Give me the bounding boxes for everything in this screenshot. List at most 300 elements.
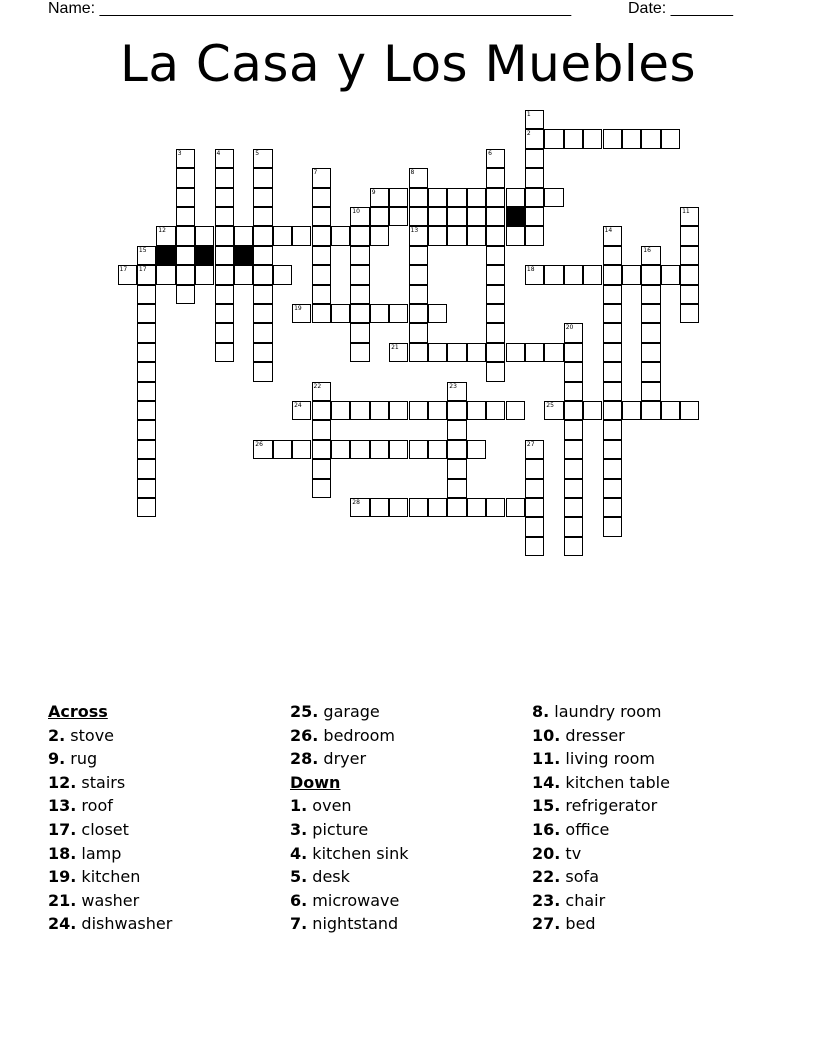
grid-cell[interactable] xyxy=(137,285,156,304)
grid-cell[interactable] xyxy=(467,401,486,420)
grid-cell[interactable] xyxy=(564,479,583,498)
grid-cell[interactable] xyxy=(603,401,622,420)
grid-cell[interactable] xyxy=(215,168,234,187)
clue-item xyxy=(532,724,670,748)
clue-item xyxy=(290,724,408,748)
clue-item xyxy=(290,865,408,889)
grid-cell[interactable] xyxy=(215,246,234,265)
grid-cell[interactable] xyxy=(370,304,389,323)
grid-cell[interactable] xyxy=(312,459,331,478)
grid-cell[interactable] xyxy=(292,226,311,245)
grid-cell[interactable] xyxy=(312,440,331,459)
clue-number: 9 xyxy=(371,188,376,196)
grid-cell[interactable] xyxy=(428,226,447,245)
grid-cell[interactable] xyxy=(583,265,602,284)
grid-cell[interactable] xyxy=(641,129,660,148)
grid-cell[interactable] xyxy=(603,382,622,401)
grid-cell[interactable] xyxy=(564,323,583,342)
grid-cell[interactable] xyxy=(447,498,466,517)
grid-cell[interactable] xyxy=(409,440,428,459)
grid-cell[interactable] xyxy=(409,246,428,265)
grid-cell[interactable] xyxy=(370,226,389,245)
grid-cell[interactable] xyxy=(622,265,641,284)
grid-cell[interactable] xyxy=(195,226,214,245)
grid-cell[interactable] xyxy=(506,498,525,517)
grid-cell[interactable] xyxy=(137,459,156,478)
grid-cell[interactable] xyxy=(486,323,505,342)
grid-cell[interactable] xyxy=(603,440,622,459)
grid-cell[interactable] xyxy=(525,537,544,556)
grid-cell[interactable] xyxy=(486,226,505,245)
grid-cell[interactable] xyxy=(350,401,369,420)
grid-cell[interactable] xyxy=(312,285,331,304)
grid-cell[interactable] xyxy=(312,304,331,323)
grid-cell[interactable] xyxy=(641,304,660,323)
grid-cell[interactable] xyxy=(292,401,311,420)
grid-cell[interactable] xyxy=(680,207,699,226)
grid-cell[interactable] xyxy=(409,401,428,420)
grid-cell[interactable] xyxy=(447,440,466,459)
clue-text: rug xyxy=(65,749,98,769)
grid-cell[interactable] xyxy=(428,401,447,420)
grid-cell[interactable] xyxy=(409,498,428,517)
grid-cell[interactable] xyxy=(486,246,505,265)
grid-cell[interactable] xyxy=(350,440,369,459)
grid-cell[interactable] xyxy=(641,265,660,284)
grid-cell[interactable] xyxy=(137,382,156,401)
grid-cell[interactable] xyxy=(312,226,331,245)
grid-cell[interactable] xyxy=(331,304,350,323)
clue-number: 6 xyxy=(488,149,492,157)
grid-cell[interactable] xyxy=(312,401,331,420)
grid-cell[interactable] xyxy=(176,226,195,245)
clue-number: 26 xyxy=(255,440,263,448)
grid-cell[interactable] xyxy=(137,498,156,517)
clue-item xyxy=(290,842,408,866)
grid-cell[interactable] xyxy=(564,382,583,401)
grid-cell[interactable] xyxy=(215,226,234,245)
grid-cell[interactable] xyxy=(370,498,389,517)
grid-cell[interactable] xyxy=(350,246,369,265)
grid-cell[interactable] xyxy=(292,304,311,323)
clue-number-label: 28. xyxy=(290,749,319,769)
grid-cell[interactable] xyxy=(486,168,505,187)
grid-cell[interactable] xyxy=(428,440,447,459)
clue-item xyxy=(532,842,670,866)
clue-item xyxy=(532,912,670,936)
grid-cell[interactable] xyxy=(525,129,544,148)
grid-cell[interactable] xyxy=(564,498,583,517)
grid-cell[interactable] xyxy=(156,265,175,284)
grid-cell[interactable] xyxy=(525,226,544,245)
grid-cell[interactable] xyxy=(176,207,195,226)
grid-cell[interactable] xyxy=(583,401,602,420)
clue-number-label: 21. xyxy=(48,890,77,910)
clue-item xyxy=(48,842,172,866)
grid-cell[interactable] xyxy=(370,401,389,420)
grid-cell[interactable] xyxy=(603,323,622,342)
clue-text: tv xyxy=(560,843,582,863)
grid-cell[interactable] xyxy=(506,401,525,420)
grid-cell[interactable] xyxy=(525,479,544,498)
clue-number: 16 xyxy=(643,246,651,254)
grid-cell[interactable] xyxy=(215,265,234,284)
clue-number-label: 26. xyxy=(290,725,319,745)
grid-cell[interactable] xyxy=(409,226,428,245)
grid-cell[interactable] xyxy=(312,207,331,226)
grid-cell[interactable] xyxy=(525,188,544,207)
grid-cell[interactable] xyxy=(137,246,156,265)
grid-cell[interactable] xyxy=(564,440,583,459)
clue-column-1 xyxy=(48,700,172,936)
grid-cell[interactable] xyxy=(137,420,156,439)
grid-cell[interactable] xyxy=(680,246,699,265)
grid-cell[interactable] xyxy=(486,401,505,420)
clue-number: 2 xyxy=(526,130,531,138)
grid-cell[interactable] xyxy=(312,246,331,265)
grid-cell[interactable] xyxy=(253,343,272,362)
grid-cell[interactable] xyxy=(506,343,525,362)
grid-cell[interactable] xyxy=(253,323,272,342)
clue-number-label: 8. xyxy=(532,702,550,721)
grid-cell[interactable] xyxy=(312,479,331,498)
grid-cell[interactable] xyxy=(641,401,660,420)
grid-cell[interactable] xyxy=(525,207,544,226)
grid-cell[interactable] xyxy=(447,401,466,420)
grid-cell[interactable] xyxy=(603,420,622,439)
grid-cell[interactable] xyxy=(603,129,622,148)
grid-cell[interactable] xyxy=(389,343,408,362)
clue-text: stove xyxy=(65,725,115,745)
clue-number-label: 4. xyxy=(290,843,308,863)
grid-cell[interactable] xyxy=(137,323,156,342)
grid-cell[interactable] xyxy=(428,207,447,226)
clue-text: dishwasher xyxy=(76,914,173,934)
clue-item xyxy=(48,747,172,771)
grid-cell[interactable] xyxy=(273,226,292,245)
clue-item xyxy=(48,818,172,842)
grid-cell[interactable] xyxy=(544,188,563,207)
grid-cell[interactable] xyxy=(428,188,447,207)
grid-cell[interactable] xyxy=(215,285,234,304)
grid-cell[interactable] xyxy=(525,517,544,536)
grid-cell[interactable] xyxy=(564,459,583,478)
clue-text: picture xyxy=(307,819,369,839)
grid-cell[interactable] xyxy=(350,343,369,362)
grid-cell[interactable] xyxy=(486,343,505,362)
grid-cell[interactable] xyxy=(389,498,408,517)
grid-cell[interactable] xyxy=(603,285,622,304)
grid-cell[interactable] xyxy=(447,207,466,226)
grid-cell[interactable] xyxy=(544,343,563,362)
grid-cell[interactable] xyxy=(118,265,137,284)
grid-cell[interactable] xyxy=(467,207,486,226)
grid-cell[interactable] xyxy=(486,149,505,168)
clue-text: nightstand xyxy=(307,914,399,934)
grid-cell[interactable] xyxy=(137,479,156,498)
grid-cell[interactable] xyxy=(312,382,331,401)
grid-cell[interactable] xyxy=(583,129,602,148)
grid-cell[interactable] xyxy=(215,323,234,342)
clue-text: microwave xyxy=(307,890,400,910)
grid-cell[interactable] xyxy=(273,440,292,459)
grid-cell[interactable] xyxy=(447,382,466,401)
grid-cell[interactable] xyxy=(253,207,272,226)
grid-cell[interactable] xyxy=(525,440,544,459)
grid-cell[interactable] xyxy=(661,401,680,420)
grid-cell[interactable] xyxy=(253,285,272,304)
grid-cell[interactable] xyxy=(331,440,350,459)
grid-cell[interactable] xyxy=(525,168,544,187)
grid-cell[interactable] xyxy=(312,168,331,187)
grid-cell[interactable] xyxy=(603,343,622,362)
clue-number: 21 xyxy=(391,343,399,351)
grid-cell[interactable] xyxy=(544,265,563,284)
grid-cell[interactable] xyxy=(564,362,583,381)
grid-cell[interactable] xyxy=(176,168,195,187)
grid-cell[interactable] xyxy=(544,401,563,420)
grid-cell[interactable] xyxy=(641,246,660,265)
grid-cell[interactable] xyxy=(564,343,583,362)
clue-text: oven xyxy=(307,796,352,816)
grid-cell[interactable] xyxy=(661,265,680,284)
grid-cell[interactable] xyxy=(525,265,544,284)
grid-cell[interactable] xyxy=(331,226,350,245)
grid-cell[interactable] xyxy=(525,110,544,129)
grid-cell[interactable] xyxy=(215,304,234,323)
clue-text: desk xyxy=(307,867,350,887)
grid-cell[interactable] xyxy=(447,420,466,439)
grid-cell[interactable] xyxy=(661,129,680,148)
grid-cell[interactable] xyxy=(564,517,583,536)
clue-number-label: 20. xyxy=(532,843,561,863)
grid-cell[interactable] xyxy=(350,323,369,342)
grid-cell[interactable] xyxy=(292,440,311,459)
clue-number: 18 xyxy=(526,266,535,274)
grid-cell[interactable] xyxy=(603,479,622,498)
grid-cell[interactable] xyxy=(680,304,699,323)
grid-cell[interactable] xyxy=(389,440,408,459)
grid-cell[interactable] xyxy=(486,304,505,323)
grid-cell[interactable] xyxy=(215,343,234,362)
clue-item xyxy=(48,865,172,889)
grid-cell[interactable] xyxy=(428,343,447,362)
grid-cell[interactable] xyxy=(486,207,505,226)
grid-cell[interactable] xyxy=(137,343,156,362)
clue-number: 25 xyxy=(546,402,554,409)
black-square xyxy=(156,246,175,265)
clue-number: 12 xyxy=(158,227,166,235)
grid-cell[interactable] xyxy=(253,265,272,284)
grid-cell[interactable] xyxy=(253,440,272,459)
grid-cell[interactable] xyxy=(389,401,408,420)
clue-number: 20 xyxy=(565,324,574,332)
grid-cell[interactable] xyxy=(506,226,525,245)
grid-cell[interactable] xyxy=(350,226,369,245)
grid-cell[interactable] xyxy=(564,420,583,439)
grid-cell[interactable] xyxy=(389,188,408,207)
clue-number: 8 xyxy=(410,169,415,177)
grid-cell[interactable] xyxy=(137,401,156,420)
grid-cell[interactable] xyxy=(176,188,195,207)
grid-cell[interactable] xyxy=(641,323,660,342)
grid-cell[interactable] xyxy=(680,401,699,420)
grid-cell[interactable] xyxy=(176,285,195,304)
grid-cell[interactable] xyxy=(641,285,660,304)
grid-cell[interactable] xyxy=(564,265,583,284)
grid-cell[interactable] xyxy=(312,420,331,439)
grid-cell[interactable] xyxy=(486,285,505,304)
clue-number: 19 xyxy=(294,305,302,312)
clue-item xyxy=(532,889,670,913)
grid-cell[interactable] xyxy=(409,168,428,187)
grid-cell[interactable] xyxy=(525,498,544,517)
grid-cell[interactable] xyxy=(564,401,583,420)
grid-cell[interactable] xyxy=(467,226,486,245)
grid-cell[interactable] xyxy=(467,343,486,362)
grid-cell[interactable] xyxy=(253,226,272,245)
clue-item xyxy=(290,818,408,842)
grid-cell[interactable] xyxy=(312,265,331,284)
grid-cell[interactable] xyxy=(467,498,486,517)
grid-cell[interactable] xyxy=(234,226,253,245)
grid-cell[interactable] xyxy=(350,265,369,284)
grid-cell[interactable] xyxy=(603,498,622,517)
grid-cell[interactable] xyxy=(525,149,544,168)
clue-number-label: 6. xyxy=(290,890,308,910)
clue-number: 4 xyxy=(216,149,221,157)
page-title: La Casa y Los Muebles xyxy=(119,35,697,93)
grid-cell[interactable] xyxy=(176,265,195,284)
grid-cell[interactable] xyxy=(564,537,583,556)
grid-cell[interactable] xyxy=(409,304,428,323)
grid-cell[interactable] xyxy=(603,517,622,536)
grid-cell[interactable] xyxy=(428,304,447,323)
name-field[interactable]: Name: _____________________________________________________ xyxy=(48,0,572,17)
clue-item xyxy=(290,912,408,936)
grid-cell[interactable] xyxy=(564,129,583,148)
grid-cell[interactable] xyxy=(409,285,428,304)
grid-cell[interactable] xyxy=(486,188,505,207)
clue-text: bed xyxy=(560,914,596,934)
grid-cell[interactable] xyxy=(253,188,272,207)
grid-cell[interactable] xyxy=(137,362,156,381)
grid-cell[interactable] xyxy=(447,188,466,207)
grid-cell[interactable] xyxy=(312,188,331,207)
grid-cell[interactable] xyxy=(603,265,622,284)
grid-cell[interactable] xyxy=(486,265,505,284)
grid-cell[interactable] xyxy=(680,285,699,304)
grid-cell[interactable] xyxy=(370,207,389,226)
grid-cell[interactable] xyxy=(409,265,428,284)
grid-cell[interactable] xyxy=(331,401,350,420)
grid-cell[interactable] xyxy=(603,226,622,245)
grid-cell[interactable] xyxy=(253,304,272,323)
grid-cell[interactable] xyxy=(389,207,408,226)
grid-cell[interactable] xyxy=(544,129,563,148)
grid-cell[interactable] xyxy=(350,498,369,517)
grid-cell[interactable] xyxy=(350,304,369,323)
grid-cell[interactable] xyxy=(370,440,389,459)
grid-cell[interactable] xyxy=(370,188,389,207)
grid-cell[interactable] xyxy=(447,226,466,245)
grid-cell[interactable] xyxy=(156,226,175,245)
clue-item xyxy=(290,747,408,771)
clue-text: closet xyxy=(76,819,129,839)
grid-cell[interactable] xyxy=(447,459,466,478)
grid-cell[interactable] xyxy=(215,149,234,168)
grid-cell[interactable] xyxy=(428,498,447,517)
grid-cell[interactable] xyxy=(350,285,369,304)
grid-cell[interactable] xyxy=(641,362,660,381)
grid-cell[interactable] xyxy=(137,304,156,323)
grid-cell[interactable] xyxy=(506,188,525,207)
clue-item xyxy=(48,724,172,748)
grid-cell[interactable] xyxy=(195,265,214,284)
clue-item xyxy=(48,889,172,913)
grid-cell[interactable] xyxy=(603,304,622,323)
clue-number: 15 xyxy=(138,246,147,254)
grid-cell[interactable] xyxy=(409,207,428,226)
grid-cell[interactable] xyxy=(641,343,660,362)
grid-cell[interactable] xyxy=(253,246,272,265)
grid-cell[interactable] xyxy=(467,188,486,207)
grid-cell[interactable] xyxy=(622,401,641,420)
grid-cell[interactable] xyxy=(447,479,466,498)
grid-cell[interactable] xyxy=(409,323,428,342)
grid-cell[interactable] xyxy=(176,149,195,168)
grid-cell[interactable] xyxy=(234,265,253,284)
clue-number-label: 22. xyxy=(532,867,561,887)
clue-number: 17 xyxy=(138,266,147,274)
grid-cell[interactable] xyxy=(603,246,622,265)
grid-cell[interactable] xyxy=(389,304,408,323)
grid-cell[interactable] xyxy=(622,129,641,148)
grid-cell[interactable] xyxy=(176,246,195,265)
grid-cell[interactable] xyxy=(447,343,466,362)
grid-cell[interactable] xyxy=(486,498,505,517)
grid-cell[interactable] xyxy=(253,149,272,168)
grid-cell[interactable] xyxy=(215,188,234,207)
grid-cell[interactable] xyxy=(525,459,544,478)
grid-cell[interactable] xyxy=(467,440,486,459)
clue-item xyxy=(290,700,408,724)
grid-cell[interactable] xyxy=(603,459,622,478)
grid-cell[interactable] xyxy=(253,362,272,381)
grid-cell[interactable] xyxy=(215,207,234,226)
date-field[interactable]: Date: _______ xyxy=(628,0,733,17)
grid-cell[interactable] xyxy=(680,226,699,245)
grid-cell[interactable] xyxy=(253,168,272,187)
clue-number-label: 11. xyxy=(532,749,561,769)
grid-cell[interactable] xyxy=(409,188,428,207)
clue-text: lamp xyxy=(76,843,122,863)
grid-cell[interactable] xyxy=(641,382,660,401)
grid-cell[interactable] xyxy=(525,343,544,362)
clue-column-2 xyxy=(290,700,408,936)
grid-cell[interactable] xyxy=(273,265,292,284)
grid-cell[interactable] xyxy=(137,265,156,284)
grid-cell[interactable] xyxy=(409,343,428,362)
clue-number: 13 xyxy=(410,227,419,235)
clue-number-label: 24. xyxy=(48,914,77,934)
grid-cell[interactable] xyxy=(486,362,505,381)
grid-cell[interactable] xyxy=(350,207,369,226)
grid-cell[interactable] xyxy=(603,362,622,381)
grid-cell[interactable] xyxy=(137,440,156,459)
clue-number-label: 16. xyxy=(532,819,561,839)
grid-cell[interactable] xyxy=(680,265,699,284)
